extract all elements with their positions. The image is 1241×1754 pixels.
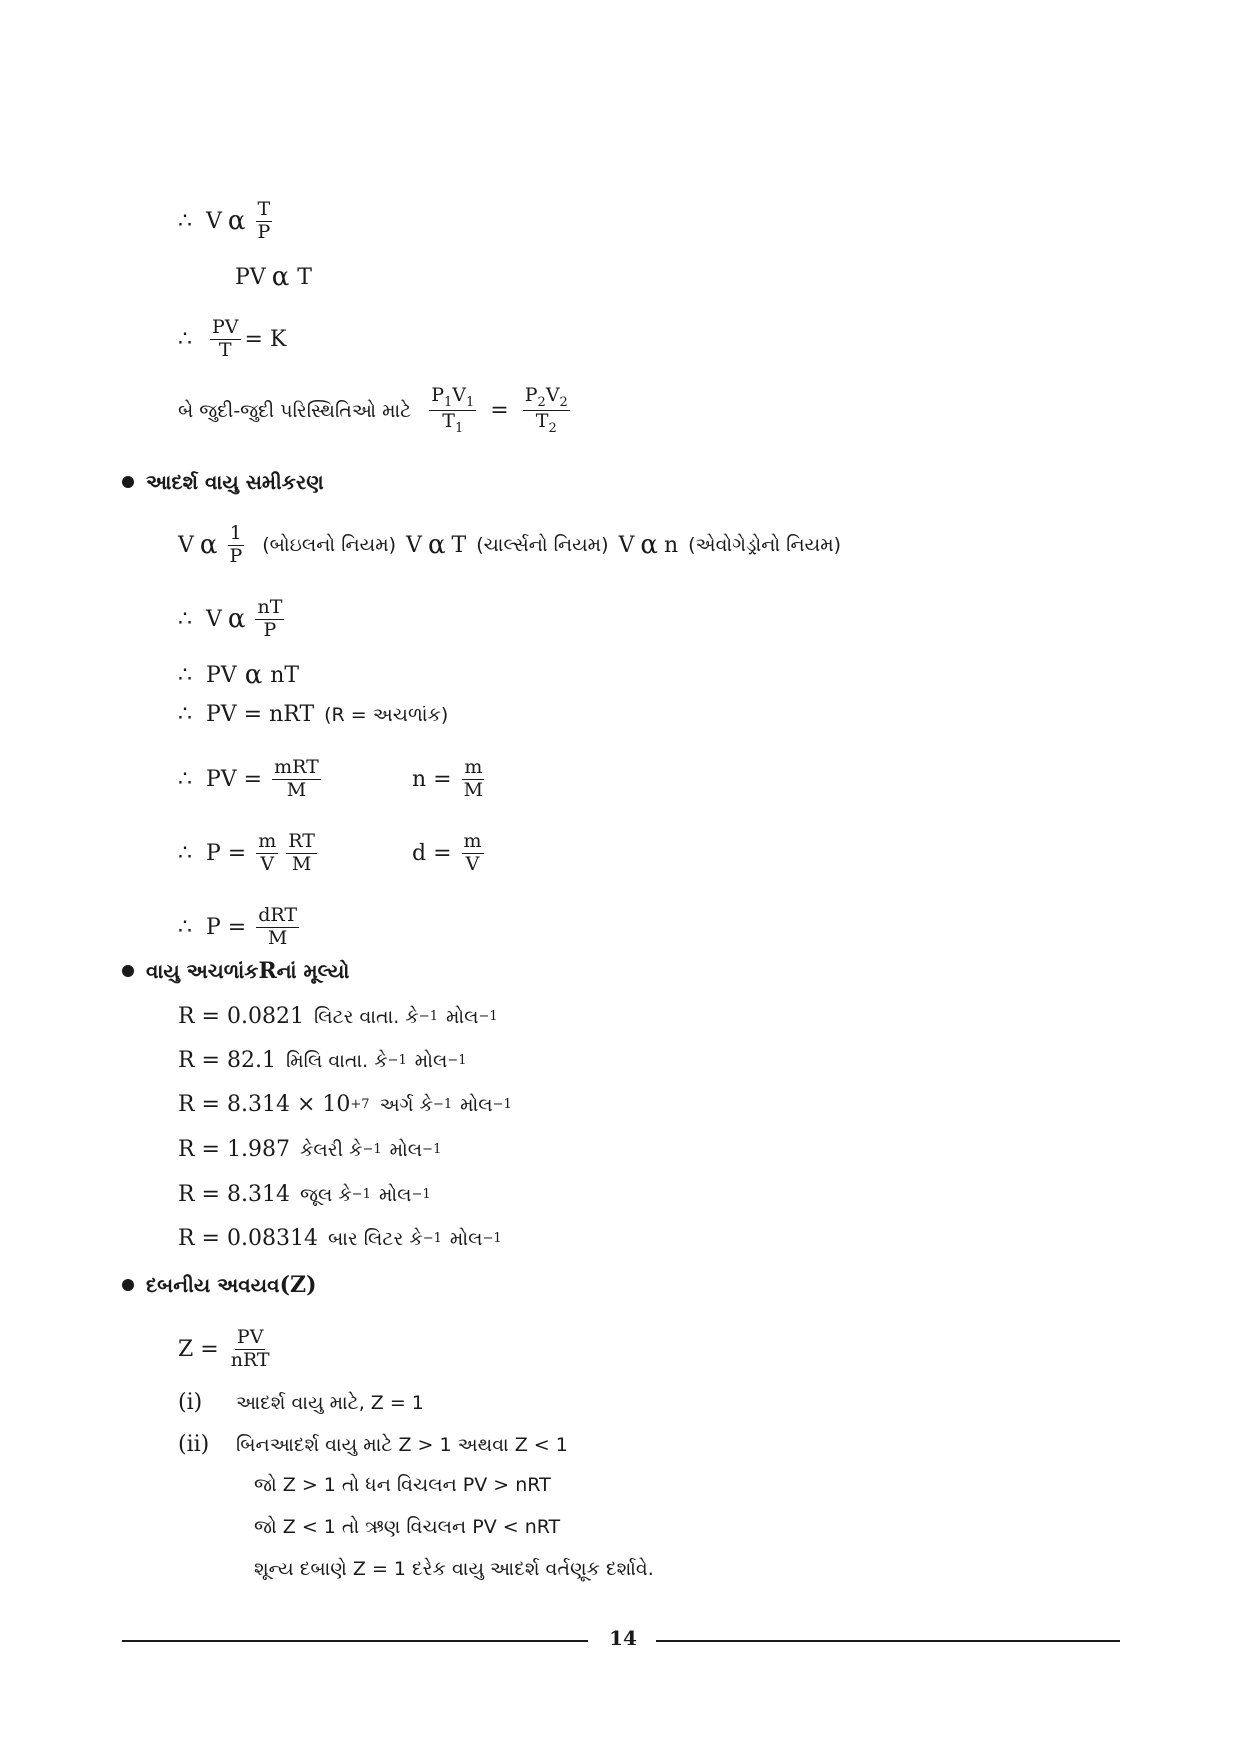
exponent: −1 — [422, 1231, 442, 1246]
subscript: 2 — [559, 394, 568, 410]
numerator: PV — [212, 316, 239, 338]
line-text: જો Z > 1 તો ધન વિચલન PV > nRT — [254, 1474, 551, 1496]
eq-rhs: T — [297, 264, 312, 290]
fraction-p1v1-t1 — [429, 386, 476, 436]
equation-d-m-over-v — [412, 832, 488, 875]
mol-unit: મોલ — [449, 1227, 483, 1250]
exponent: −1 — [411, 1187, 431, 1202]
fraction — [229, 1328, 272, 1371]
equals-sign: = — [490, 398, 509, 424]
denominator: P — [257, 220, 271, 243]
r-unit: કેલરી કે — [299, 1138, 363, 1161]
numerator: m — [258, 830, 277, 852]
label-text: બે જુદી-જુદી પરિસ્થિતિઓ માટે — [178, 399, 412, 422]
therefore-symbol: ∴ — [178, 208, 192, 234]
item-marker: (i) — [178, 1390, 203, 1415]
therefore-symbol: ∴ — [178, 326, 192, 352]
r-value: R = 8.314 — [178, 1182, 290, 1207]
denominator: P — [229, 544, 243, 567]
equation-combined-gas-law — [178, 386, 574, 436]
v-symbol: V — [178, 532, 194, 558]
eq-rhs: = K — [244, 326, 287, 352]
equation-p-drt-over-m — [178, 906, 303, 949]
equation-pv-over-t-k — [178, 318, 286, 361]
fraction — [227, 524, 244, 567]
therefore-symbol: ∴ — [178, 840, 192, 866]
fraction-p2v2-t2 — [523, 386, 570, 436]
r-value-row — [178, 1004, 498, 1029]
charles-law-label: (ચાર્લ્સનો નિયમ) — [476, 534, 609, 557]
numerator: dRT — [258, 904, 298, 926]
alpha-symbol: α — [640, 530, 658, 561]
numerator: mRT — [274, 756, 319, 778]
denominator: P — [263, 618, 277, 641]
section-heading-compressibility — [122, 1272, 317, 1298]
therefore-symbol: ∴ — [178, 662, 192, 688]
fraction — [210, 318, 241, 361]
subscript: 1 — [466, 394, 475, 410]
r-value-row — [178, 1092, 512, 1117]
fraction — [255, 200, 272, 243]
eq-lhs: n = — [412, 766, 452, 792]
r-unit: બાર લિટર કે — [327, 1227, 423, 1250]
r-value: R = 0.0821 — [178, 1004, 304, 1029]
list-item-ideal — [178, 1390, 424, 1415]
constant-note: (R = અચળાંક) — [324, 703, 449, 726]
therefore-symbol: ∴ — [178, 766, 192, 792]
fraction — [256, 906, 299, 949]
denominator: V — [465, 852, 480, 875]
r-value: R = 8.314 × 10 — [178, 1092, 351, 1117]
eq-lhs: P = — [206, 914, 247, 940]
numerator — [523, 386, 570, 411]
equation-pv-mrt-over-m — [178, 758, 325, 801]
numerator: 1 — [229, 522, 242, 544]
item-text: બિનઆદર્શ વાયુ માટે Z > 1 અથવા Z < 1 — [236, 1433, 568, 1456]
fraction — [286, 832, 317, 875]
exponent: +7 — [350, 1097, 370, 1112]
footer-rule-right — [656, 1640, 1120, 1642]
therefore-symbol: ∴ — [178, 914, 192, 940]
fraction — [256, 832, 278, 875]
fraction — [272, 758, 321, 801]
bullet-icon — [122, 965, 134, 977]
therefore-symbol: ∴ — [178, 702, 192, 727]
v-symbol: V — [206, 606, 222, 632]
subscript: 1 — [454, 421, 464, 437]
exponent: −1 — [478, 1009, 498, 1024]
equation-pv-alpha-nt — [178, 660, 299, 690]
text-positive-deviation — [254, 1474, 551, 1496]
denominator: V — [260, 852, 275, 875]
text-zero-pressure — [254, 1558, 654, 1580]
exponent: −1 — [492, 1097, 512, 1112]
exponent: −1 — [447, 1053, 467, 1068]
mol-unit: મોલ — [389, 1138, 423, 1161]
item-text: આદર્શ વાયુ માટે, Z = 1 — [236, 1391, 424, 1414]
equation-n-m-over-m — [412, 758, 489, 801]
exponent: −1 — [387, 1053, 407, 1068]
denominator: M — [267, 926, 288, 949]
fraction — [462, 832, 484, 875]
list-item-nonideal — [178, 1432, 568, 1457]
denominator: M — [291, 852, 312, 875]
t-symbol: T — [451, 532, 467, 558]
exponent: −1 — [482, 1231, 502, 1246]
eq-lhs: P = — [206, 840, 247, 866]
heading-text: દબનીય અવયવ — [146, 1273, 280, 1297]
mol-unit: મોલ — [460, 1093, 493, 1116]
equation-pv-nrt — [178, 702, 448, 727]
numerator — [429, 386, 476, 411]
r-value-row — [178, 1226, 502, 1251]
numerator: T — [257, 198, 271, 220]
eq-rhs: nT — [270, 662, 300, 688]
eq-lhs: PV — [206, 662, 237, 688]
item-marker: (ii) — [178, 1432, 210, 1457]
fraction — [462, 758, 485, 801]
exponent: −1 — [422, 1142, 442, 1157]
alpha-symbol: α — [227, 206, 246, 237]
r-unit: જૂલ કે — [299, 1183, 352, 1206]
t-symbol: T — [442, 410, 455, 433]
mol-unit: મોલ — [445, 1005, 479, 1028]
alpha-symbol: α — [199, 530, 218, 561]
exponent: −1 — [362, 1142, 382, 1157]
r-value: R = 82.1 — [178, 1048, 276, 1073]
exponent: −1 — [351, 1187, 371, 1202]
heading-z: (Z) — [279, 1272, 317, 1298]
numerator: PV — [236, 1326, 264, 1348]
denominator: T — [218, 338, 232, 361]
numerator: m — [463, 830, 482, 852]
equation-z-pv-over-nrt — [178, 1328, 276, 1371]
r-value-row — [178, 1048, 467, 1073]
n-symbol: n — [663, 532, 679, 558]
t-symbol: T — [535, 410, 549, 433]
alpha-symbol: α — [271, 262, 290, 292]
mol-unit: મોલ — [414, 1049, 448, 1072]
fraction — [255, 598, 284, 641]
r-value-row — [178, 1137, 441, 1162]
eq-lhs: PV — [235, 264, 266, 290]
equation-v-alpha-nt-over-p — [178, 598, 288, 641]
therefore-symbol: ∴ — [178, 606, 192, 632]
avogadro-law-label: (એવોગેડ્રોનો નિયમ) — [688, 534, 842, 557]
line-text: શૂન્ય દબાણે Z = 1 દરેક વાયુ આદર્શ વર્તણૂક દર્શાવે. — [254, 1558, 654, 1580]
equation-p-m-over-v-rt-over-m — [178, 832, 321, 875]
exponent: −1 — [418, 1009, 438, 1024]
eq-text: PV = nRT — [206, 702, 315, 727]
mol-unit: મોલ — [378, 1183, 412, 1206]
r-value: R = 0.08314 — [178, 1226, 318, 1251]
page-number: 14 — [609, 1626, 637, 1650]
footer-rule-left — [122, 1640, 588, 1642]
denominator — [534, 411, 559, 435]
alpha-symbol: α — [427, 530, 446, 561]
v-symbol: V — [452, 384, 467, 406]
v-symbol: V — [406, 532, 422, 558]
numerator: RT — [288, 830, 315, 852]
section-heading-ideal-gas — [122, 470, 324, 494]
r-unit: લિટર વાતા. કે — [313, 1005, 419, 1028]
p-symbol: P — [431, 384, 444, 406]
subscript: 2 — [537, 394, 546, 410]
equation-pv-alpha-t — [235, 262, 312, 292]
equation-v-alpha-t-over-p — [178, 200, 276, 243]
denominator: M — [463, 778, 484, 801]
subscript: 1 — [444, 394, 453, 410]
section-heading-r-values — [122, 958, 349, 984]
boyle-law-label: (બોઇલનો નિયમ) — [262, 534, 397, 557]
heading-text: વાયુ અચળાંક — [146, 959, 259, 983]
subscript: 2 — [548, 421, 557, 437]
line-text: જો Z < 1 તો ઋણ વિચલન PV < nRT — [254, 1516, 561, 1538]
heading-text: આદર્શ વાયુ સમીકરણ — [146, 470, 324, 494]
alpha-symbol: α — [227, 604, 246, 635]
equation-gas-laws — [178, 524, 841, 567]
p-symbol: P — [524, 384, 538, 406]
numerator: nT — [257, 596, 283, 618]
denominator: nRT — [230, 1348, 270, 1371]
denominator — [440, 411, 465, 435]
r-value: R = 1.987 — [178, 1137, 290, 1162]
r-unit: અર્ગ કે — [379, 1093, 433, 1116]
heading-r: R — [258, 958, 277, 984]
v-symbol: V — [545, 384, 560, 406]
alpha-symbol: α — [244, 660, 263, 690]
eq-lhs: Z = — [178, 1336, 219, 1362]
r-value-row — [178, 1182, 431, 1207]
eq-lhs: PV = — [206, 766, 263, 792]
eq-lhs: d = — [412, 840, 452, 866]
r-unit: મિલિ વાતા. કે — [285, 1049, 388, 1072]
v-symbol: V — [618, 532, 635, 558]
bullet-icon — [122, 476, 134, 488]
eq-lhs: V — [206, 208, 222, 234]
bullet-icon — [122, 1279, 134, 1291]
denominator: M — [286, 778, 307, 801]
text-negative-deviation — [254, 1516, 560, 1538]
numerator: m — [464, 756, 483, 778]
heading-text: નાં મૂલ્યો — [276, 959, 350, 983]
exponent: −1 — [432, 1097, 453, 1112]
